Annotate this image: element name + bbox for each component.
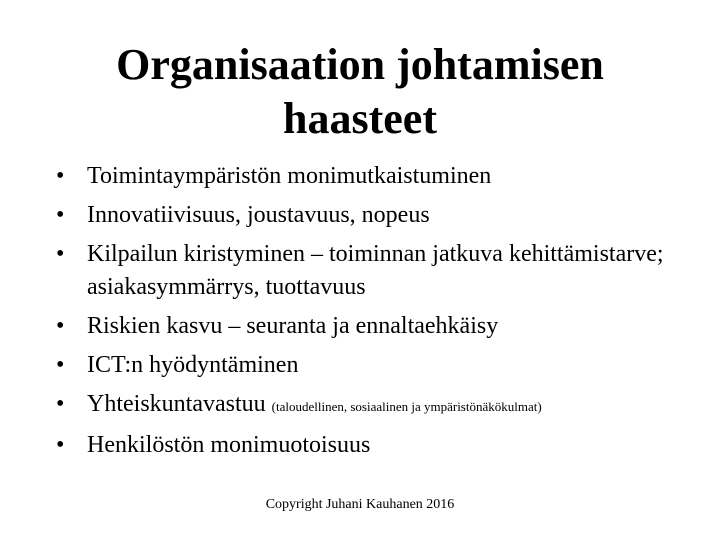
slide-title-line-2: haasteet <box>283 94 437 143</box>
bullet-icon: • <box>56 163 65 189</box>
bullet-item <box>56 160 696 193</box>
bullet-icon: • <box>56 202 65 228</box>
bullet-text: Henkilöstön monimuotoisuus <box>87 432 371 458</box>
bullet-item <box>56 388 696 423</box>
bullet-text: ICT:n hyödyntäminen <box>87 352 299 378</box>
bullet-icon: • <box>56 313 65 339</box>
bullet-text-with-note <box>87 388 696 423</box>
copyright-footer: Copyright Juhani Kauhanen 2016 <box>265 497 455 512</box>
bullet-item <box>56 199 696 232</box>
bullet-icon: • <box>56 352 65 378</box>
slide-title <box>60 38 660 146</box>
bullet-icon: • <box>56 432 65 458</box>
bullet-icon: • <box>56 241 65 267</box>
bullet-list <box>56 160 696 468</box>
slide-title-line-1: Organisaation johtamisen <box>116 40 604 89</box>
bullet-text: Yhteiskuntavastuu <box>87 391 266 417</box>
bullet-item <box>56 349 696 382</box>
bullet-text: Kilpailun kiristyminen – toiminnan jatkuva kehittämistarve; asiakasymmärrys, tuottavuus <box>87 241 664 300</box>
bullet-icon: • <box>56 391 65 417</box>
bullet-note: (taloudellinen, sosiaalinen ja ympäristönäkökulmat) <box>271 399 542 414</box>
bullet-item <box>56 238 696 304</box>
bullet-text: Innovatiivisuus, joustavuus, nopeus <box>87 202 430 228</box>
bullet-text: Toimintaympäristön monimutkaistuminen <box>87 163 492 189</box>
bullet-text: Riskien kasvu – seuranta ja ennaltaehkäisy <box>87 313 499 339</box>
bullet-item <box>56 429 696 462</box>
bullet-item <box>56 310 696 343</box>
